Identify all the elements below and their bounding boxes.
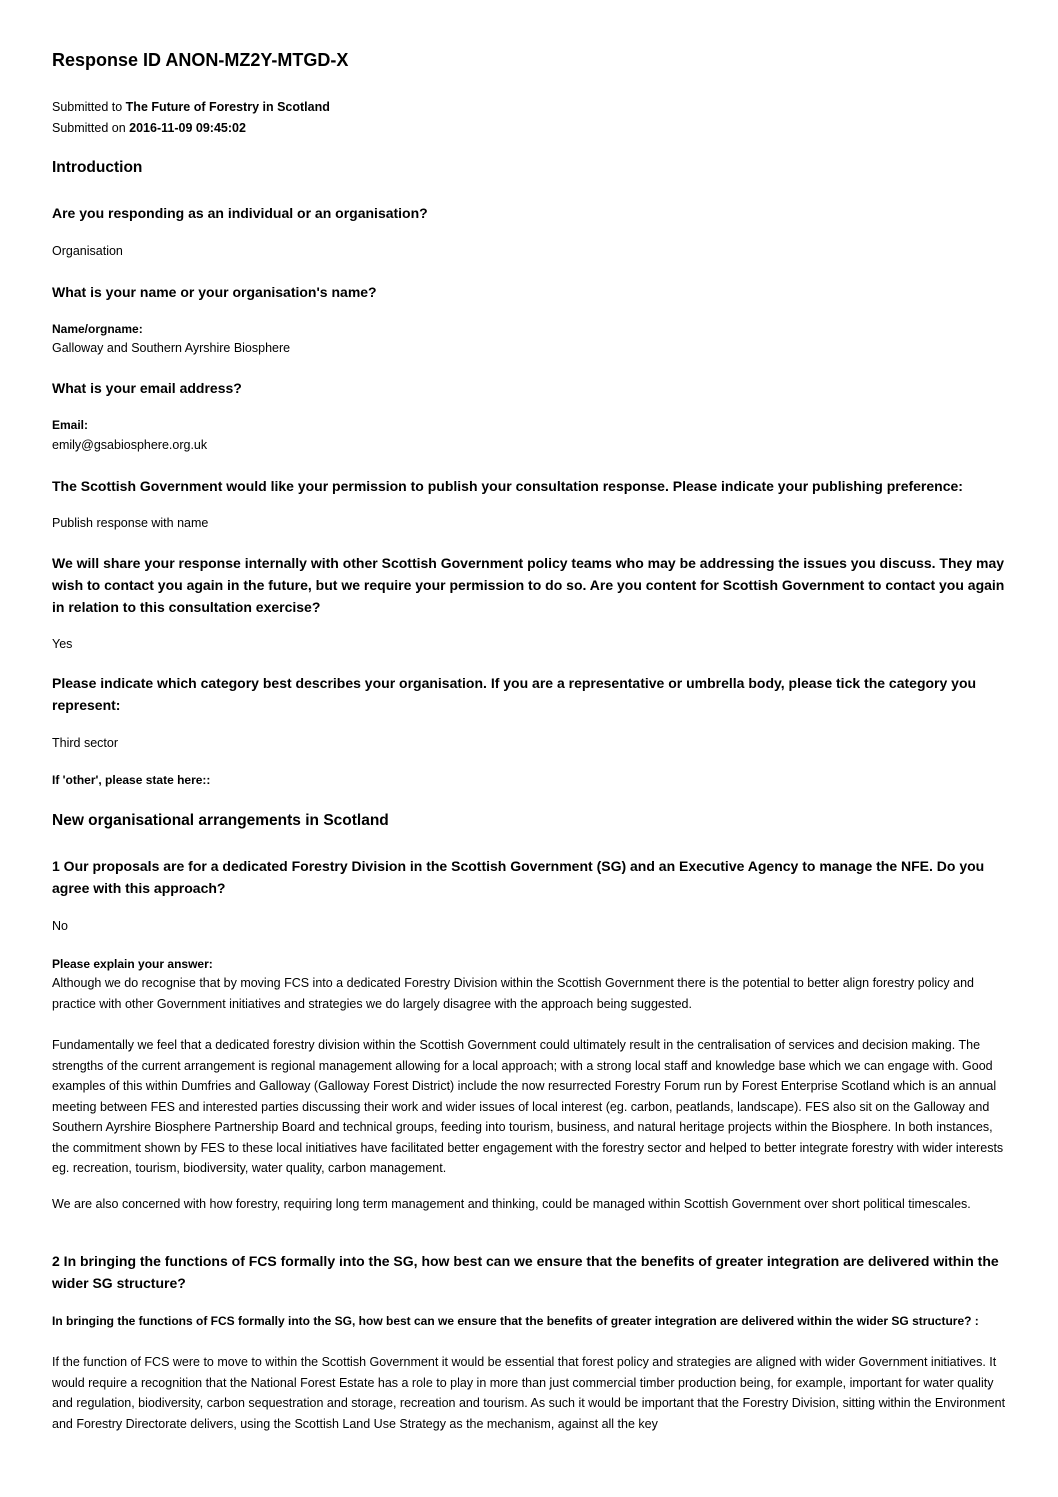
email-label: Email: bbox=[52, 418, 89, 432]
email-value: emily@gsabiosphere.org.uk bbox=[52, 438, 208, 452]
q2-label: In bringing the functions of FCS formally into the SG, how best can we ensure that the benefits of greater integration are delivered within the wider SG structure? : bbox=[52, 1314, 979, 1328]
q1-paragraph-3: We are also concerned with how forestry, requiring long term management and thinking, could be managed within Scottish Government over short political timescales. bbox=[52, 1197, 971, 1211]
question-name: What is your name or your organisation's name? bbox=[52, 284, 377, 300]
submitted-on-prefix: Submitted on bbox=[52, 121, 126, 135]
section-new-arrangements: New organisational arrangements in Scotland bbox=[52, 812, 389, 829]
name-label: Name/orgname: bbox=[52, 322, 143, 336]
question-other: If 'other', please state here:: bbox=[52, 773, 211, 787]
question-contact: We will share your response internally with other Scottish Government policy teams who may be addressing the issues you discuss. They may wish to contact you again in the future, but we require your permission to do so. Are you content for Scottish Government to contact you again in relation to this consultation exercise? bbox=[52, 555, 1005, 615]
submitted-on-line bbox=[52, 118, 1012, 138]
q1-paragraph-2: Fundamentally we feel that a dedicated forestry division within the Scottish Government could ultimately result in the centralisation of services and decision making. The strengths of the current arrangement is regional management allowing for a local approach; with a strong local staff and knowledge base which we can engage with. Good examples of this within Dumfries and Galloway (Galloway Forest District) include the now resurrected Forestry Forum run by Forest Enterprise Scotland which is an annual meeting between FES and interested parties discussing their work and wider issues of local interest (eg. carbon, peatlands, landscape). FES also sit on the Galloway and Southern Ayrshire Biosphere Partnership Board and technical groups, feeding into tourism, business, and natural heritage projects within the Biosphere. In both instances, the commitment shown by FES to these local initiatives have facilitated better engagement with the forestry sector and helped to better integrate forestry with wider interests eg. recreation, tourism, biodiversity, water quality, carbon management. bbox=[52, 1038, 1004, 1175]
question-2: 2 In bringing the functions of FCS formally into the SG, how best can we ensure that the benefits of greater integration are delivered within the wider SG structure? bbox=[52, 1253, 999, 1291]
answer-contact: Yes bbox=[52, 637, 73, 651]
answer-individual: Organisation bbox=[52, 244, 123, 258]
question-category: Please indicate which category best describes your organisation. If you are a representative or umbrella body, please tick the category you represent: bbox=[52, 675, 977, 713]
answer-1: No bbox=[52, 919, 68, 933]
submitted-to-prefix: Submitted to bbox=[52, 100, 123, 114]
response-title: Response ID ANON-MZ2Y-MTGD-X bbox=[52, 50, 349, 70]
question-individual: Are you responding as an individual or an organisation? bbox=[52, 205, 428, 221]
answer-publish: Publish response with name bbox=[52, 516, 209, 530]
q1-paragraph-1: Although we do recognise that by moving FCS into a dedicated Forestry Division within the Scottish Government there is the potential to better align forestry policy and practice with other Government initiatives and strategies we do largely disagree with the approach being suggested. bbox=[52, 976, 975, 1011]
section-introduction: Introduction bbox=[52, 159, 143, 176]
question-publish: The Scottish Government would like your permission to publish your consultation response. Please indicate your publishing preference: bbox=[52, 478, 963, 494]
submitted-to-line bbox=[52, 97, 1012, 117]
answer-category: Third sector bbox=[52, 736, 118, 750]
q2-paragraph-1: If the function of FCS were to move to within the Scottish Government it would be essential that forest policy and strategies are aligned with wider Government initiatives. It would require a recognition that the National Forest Estate has a role to play in more than just commercial timber production being, for example, important for water quality and regulation, biodiversity, carbon sequestration and storage, recreation and tourism. As such it would be important that the Forestry Division, sitting within the Environment and Forestry Directorate delivers, using the Scottish Land Use Strategy as the mechanism, against all the key bbox=[52, 1355, 1006, 1431]
name-value: Galloway and Southern Ayrshire Biosphere bbox=[52, 341, 291, 355]
explain-label: Please explain your answer: bbox=[52, 957, 213, 971]
question-1: 1 Our proposals are for a dedicated Forestry Division in the Scottish Government (SG) and an Executive Agency to manage the NFE. Do you agree with this approach? bbox=[52, 858, 985, 896]
submitted-on-value: 2016-11-09 09:45:02 bbox=[129, 121, 246, 135]
submitted-to-value: The Future of Forestry in Scotland bbox=[125, 100, 330, 114]
question-email: What is your email address? bbox=[52, 380, 242, 396]
